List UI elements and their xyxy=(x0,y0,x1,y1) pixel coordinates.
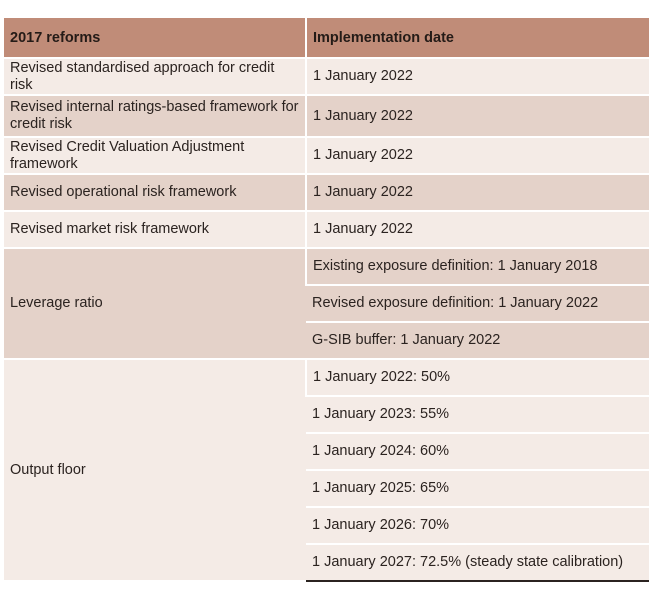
implementation-date: 1 January 2022 xyxy=(306,174,649,211)
table-row xyxy=(4,137,649,174)
reform-name: Revised operational risk framework xyxy=(4,174,306,211)
reform-name: Revised market risk framework xyxy=(4,211,306,248)
implementation-date: Existing exposure definition: 1 January 2018 xyxy=(306,248,649,285)
implementation-date: 1 January 2023: 55% xyxy=(306,396,649,433)
table-row xyxy=(4,211,649,248)
implementation-date: 1 January 2022 xyxy=(306,137,649,174)
implementation-date: G-SIB buffer: 1 January 2022 xyxy=(306,322,649,359)
header-implementation-date: Implementation date xyxy=(306,18,649,58)
reforms-table xyxy=(4,18,649,582)
reform-name: Revised standardised approach for credit risk xyxy=(4,58,306,95)
reform-name-leverage-ratio: Leverage ratio xyxy=(4,248,306,359)
reform-name: Revised Credit Valuation Adjustment framework xyxy=(4,137,306,174)
header-reforms: 2017 reforms xyxy=(4,18,306,58)
reforms-table-container xyxy=(4,18,649,582)
implementation-date: Revised exposure definition: 1 January 2022 xyxy=(306,285,649,322)
implementation-date: 1 January 2022 xyxy=(306,95,649,137)
table-row xyxy=(4,174,649,211)
table-header-row xyxy=(4,18,649,58)
implementation-date: 1 January 2022 xyxy=(306,58,649,95)
implementation-date: 1 January 2027: 72.5% (steady state calibration) xyxy=(306,544,649,581)
implementation-date: 1 January 2022: 50% xyxy=(306,359,649,396)
implementation-date: 1 January 2022 xyxy=(306,211,649,248)
implementation-date: 1 January 2025: 65% xyxy=(306,470,649,507)
implementation-date: 1 January 2024: 60% xyxy=(306,433,649,470)
reform-name: Revised internal ratings-based framework for credit risk xyxy=(4,95,306,137)
table-row xyxy=(4,58,649,95)
implementation-date: 1 January 2026: 70% xyxy=(306,507,649,544)
table-row-leverage xyxy=(4,248,649,285)
reform-name-output-floor: Output floor xyxy=(4,359,306,581)
table-row xyxy=(4,95,649,137)
table-row-output-floor xyxy=(4,359,649,396)
